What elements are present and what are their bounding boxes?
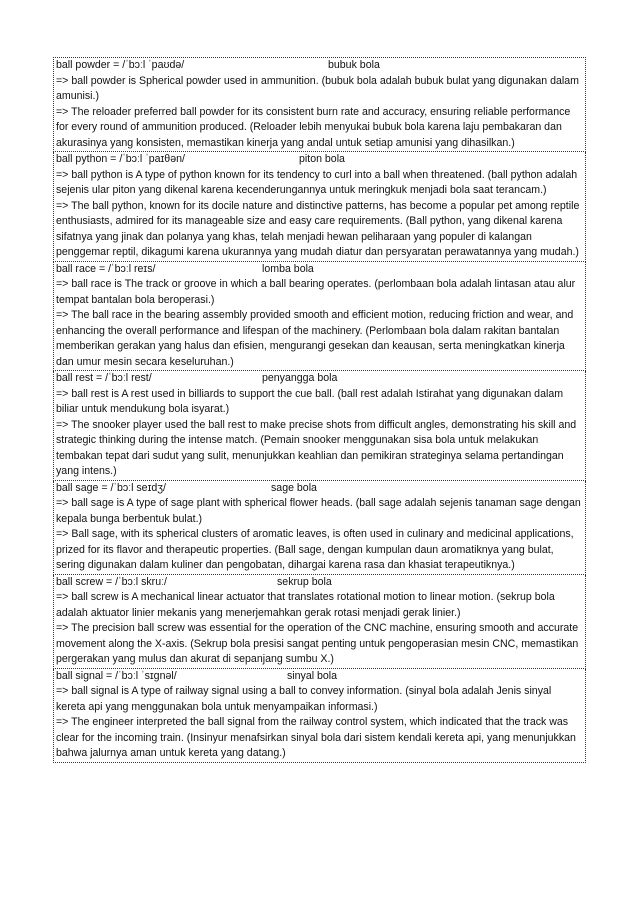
definition-text: => ball powder is Spherical powder used in ammunition. (bubuk bola adalah bubuk bulat yang digunakan dalam amunisi.) (56, 74, 579, 102)
entry-ball-rest (53, 371, 586, 481)
entry-ball-screw (53, 575, 586, 669)
glossary-sheet (53, 57, 586, 763)
entry-ball-race (53, 262, 586, 372)
entry-ball-signal (53, 669, 586, 763)
entry-ball-python (53, 152, 586, 262)
term-pronunciation: ball screw = /ˈbɔːl skruː/ (56, 575, 167, 588)
entry-header (56, 575, 583, 591)
example-text: => The ball race in the bearing assembly provided smooth and efficient motion, reducing friction and wear, and enhancing the overall performance and lifespan of the machinery. (Perlombaan bola dalam rakitan bantalan memberikan gerakan yang halus dan efisien, mengurangi gesekan dan keausan, serta meningkatkan kinerja dan umur mesin secara keseluruhan.) (56, 309, 574, 368)
example-text: => The reloader preferred ball powder for its consistent burn rate and accuracy, ensuring reliable performance for every round of ammunition produced. (Reloader lebih menyukai bubuk bola karena laju pembakaran dan akurasinya yang konsisten, memastikan kinerja yang andal untuk setiap amunisi yang dihasilkan.) (56, 105, 571, 149)
example-text: => The engineer interpreted the ball signal from the railway control system, which indicated that the track was clear for the incoming train. (Insinyur menafsirkan sinyal bola dari sistem kendali kereta api, yang menunjukkan bahwa jalurnya aman untuk kereta yang datang.) (56, 716, 576, 759)
term-translation: sage bola (271, 481, 317, 494)
example-text: => Ball sage, with its spherical clusters of aromatic leaves, is often used in culinary and medicinal applications, prized for its flavor and therapeutic properties. (Ball sage, dengan kumpulan daun aromatiknya yang bulat, sering digunakan dalam kuliner dan pengobatan, dihargai karena rasa dan khasiat terapeutiknya.) (56, 528, 574, 571)
entry-header (56, 669, 583, 685)
term-translation: sinyal bola (287, 669, 338, 682)
example-text: => The snooker player used the ball rest to make precise shots from difficult angles, demonstrating his skill and strategic thinking during the intense match. (Pemain snooker menggunakan sisa bola untuk melakukan tembakan tepat dari sudut yang sulit, menunjukkan keahlian dan pemikiran strateginya selama pertandingan yang intens.) (56, 418, 577, 477)
entry-header (56, 58, 583, 74)
term-pronunciation: ball race = /ˈbɔːl reɪs/ (56, 262, 156, 275)
term-pronunciation: ball rest = /ˈbɔːl rest/ (56, 372, 152, 384)
entry-ball-sage (53, 481, 586, 575)
term-pronunciation: ball sage = /ˈbɔːl seɪdʒ/ (56, 481, 166, 494)
term-pronunciation: ball python = /ˈbɔːl ˈpaɪθən/ (56, 153, 185, 165)
entry-header (56, 152, 583, 168)
term-translation: piton bola (299, 153, 345, 165)
example-text: => The precision ball screw was essential for the operation of the CNC machine, ensuring smooth and accurate movement along the X-axis. (Sekrup bola presisi sangat penting untuk pengoperasian mesin CNC, memastikan pergerakan yang mulus dan akurat di sepanjang sumbu X.) (56, 622, 579, 665)
term-pronunciation: ball powder = /ˈbɔːl ˈpaʊdə/ (56, 59, 185, 71)
definition-text: => ball signal is A type of railway signal using a ball to convey information. (sinyal bola adalah Jenis sinyal kereta api yang menggunakan bola untuk menyampaikan informasi.) (56, 685, 552, 713)
definition-text: => ball python is A type of python known for its tendency to curl into a ball when threatened. (ball python adalah sejenis ular piton yang dikenal karena kecenderungannya untuk meringkuk menjadi bola saat terancam.) (56, 168, 578, 196)
term-translation: penyangga bola (262, 372, 338, 384)
term-translation: lomba bola (262, 262, 314, 275)
entry-header (56, 481, 583, 497)
entry-header (56, 262, 583, 278)
entry-ball-powder (53, 57, 586, 152)
definition-text: => ball race is The track or groove in which a ball bearing operates. (perlombaan bola adalah lintasan atau alur tempat bantalan bola beroperasi.) (56, 278, 576, 306)
term-translation: sekrup bola (277, 575, 332, 588)
definition-text: => ball rest is A rest used in billiards to support the cue ball. (ball rest adalah Istirahat yang digunakan dalam biliar untuk mendukung bola isyarat.) (56, 387, 564, 415)
term-translation: bubuk bola (328, 59, 380, 71)
definition-text: => ball screw is A mechanical linear actuator that translates rotational motion to linear motion. (sekrup bola adalah aktuator linier mekanis yang menerjemahkan gerak rotasi menjadi gerak linier.) (56, 591, 555, 619)
entry-header (56, 371, 583, 387)
example-text: => The ball python, known for its docile nature and distinctive patterns, has become a popular pet among reptile enthusiasts, admired for its manageable size and easy care requirements. (Ball python, yang dikenal karena sifatnya yang jinak dan polanya yang khas, telah menjadi hewan peliharaan yang populer di kalangan penggemar reptil, dikagumi karena ukurannya yang mudah diatur dan persyaratan perawatannya yang mudah.) (56, 199, 580, 258)
term-pronunciation: ball signal = /ˈbɔːl ˈsɪgnəl/ (56, 669, 177, 682)
definition-text: => ball sage is A type of sage plant with spherical flower heads. (ball sage adalah sejenis tanaman sage dengan kepala bunga berbentuk bulat.) (56, 497, 581, 525)
